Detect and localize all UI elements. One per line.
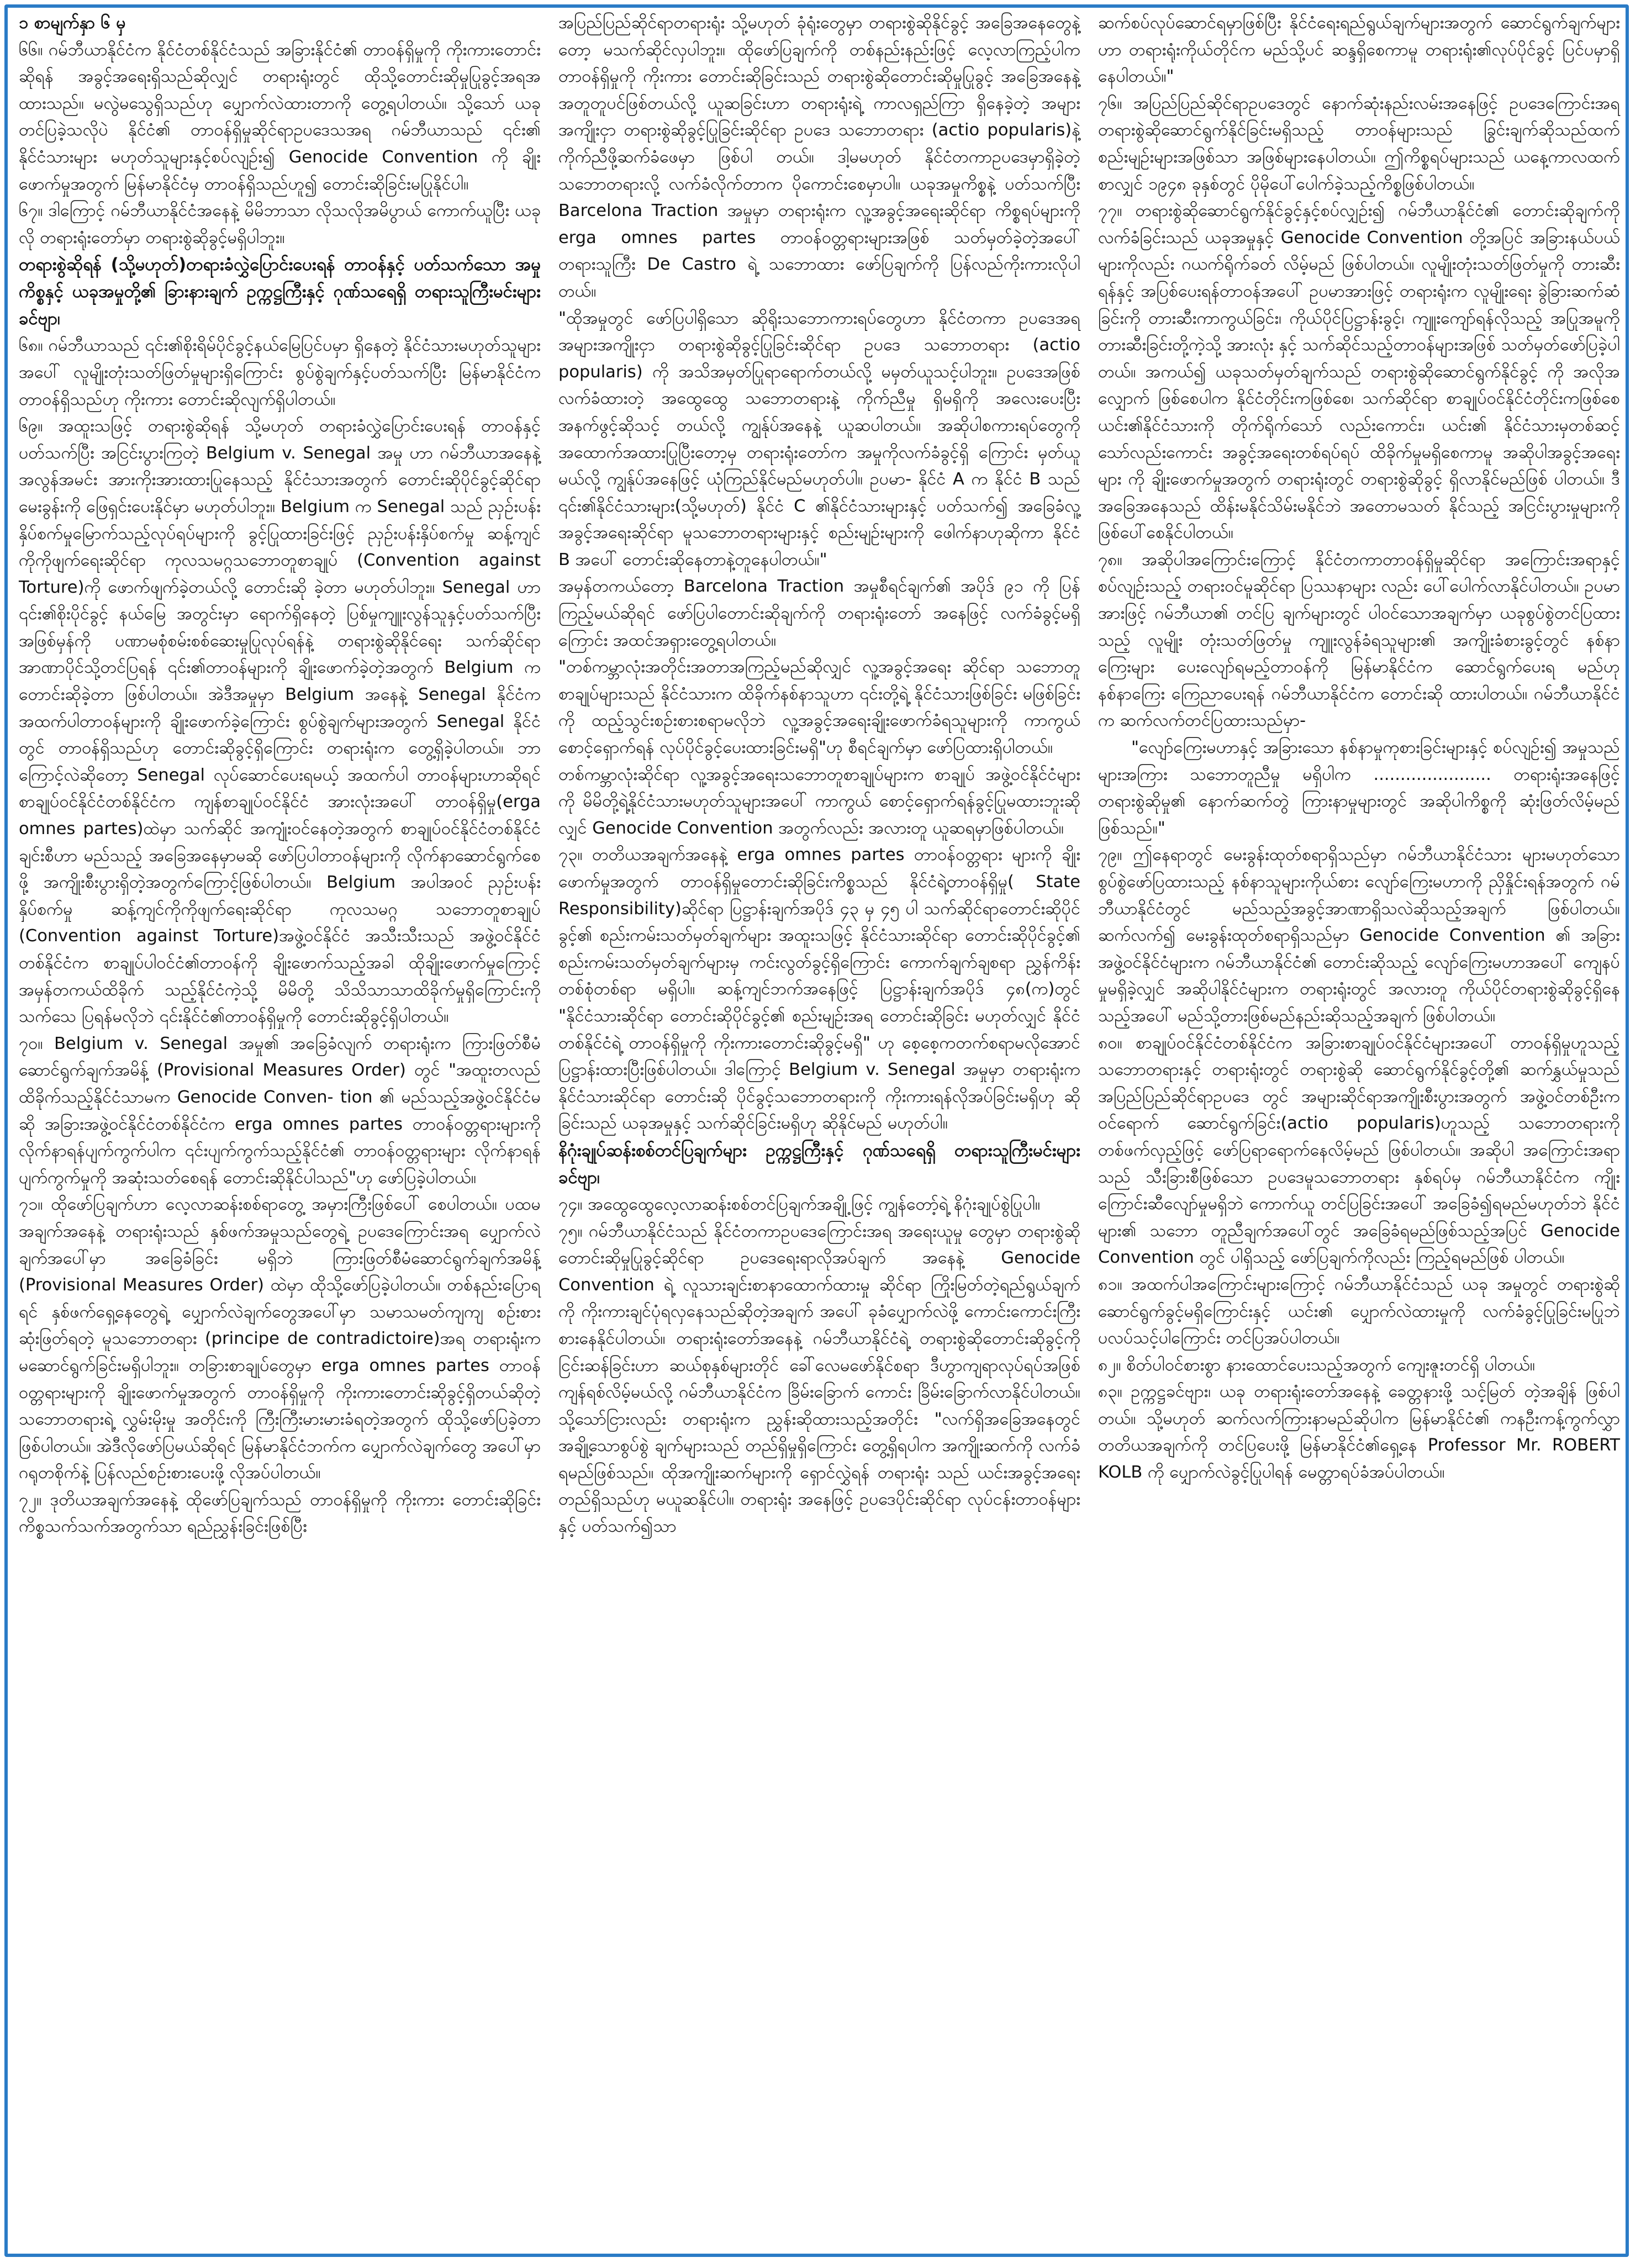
- paragraph-universal-treaties: တစ်ကမ္ဘာလုံးဆိုင်ရာ လူ့အခွင့်အရေးသဘောတူစာချုပ်များက စာချုပ် အဖွဲ့ဝင်နိုင်ငံများကို မိမိတို့ရဲ့နိုင်ငံသားမဟုတ်သူများအပေါ် ကာကွယ် စောင့်ရှောက်ရန်ခွင့်ပြုမထားဘူးဆိုလျှင် Genocide Convention အတွက်လည်း အလားတူ ယူဆရမှာဖြစ်ပါတယ်။: [558, 764, 1080, 838]
- paragraph-72-continued: အပြည်ပြည်ဆိုင်ရာတရားရုံး သို့မဟုတ် ခုံရုံးတွေမှာ တရားစွဲဆိုနိုင်ခွင့် အခြေအနေတွေနဲ့တော့ မသက်ဆိုင်လှပါဘူး။ ထိုဖော်ပြချက်ကို တစ်နည်းနည်းဖြင့် လေ့လာကြည့်ပါက တာဝန်ရှိမှုကို ကိုးကား တောင်းဆိုခြင်းသည် တရားစွဲဆိုတောင်းဆိုမှုပြုခွင့် အခြေအနေနဲ့ အတူတူပင်ဖြစ်တယ်လို့ ယူဆခြင်းဟာ တရားရုံးရဲ့ ကာလရှည်ကြာ ရှိနေခဲ့တဲ့ အများအကျိုးငှာ တရားစွဲဆိုခွင့်ပြုခြင်းဆိုင်ရာ ဥပဒေ သဘောတရား (actio popularis)နဲ့ ကိုက်ညီဖို့ဆက်ခံဖေမှာ ဖြစ်ပါ တယ်။ ဒါ့မမဟုတ် နိုင်ငံတကာဥပဒေမှာရှိခဲ့တဲ့ သဘောတရားလို့ လက်ခံလိုက်တာက ပိုကောင်းစေမှာပါ။ ယခုအမှုကိစ္စနဲ့ ပတ်သက်ပြီး Barcelona Traction အမှုမှာ တရားရုံးက လူ့အခွင့်အရေးဆိုင်ရာ ကိစ္စရပ်များကို erga omnes partes တာဝန်ဝတ္တရားများအဖြစ် သတ်မှတ်ခဲ့တဲ့အပေါ် တရားသူကြီး De Castro ရဲ့ သဘောထား ဖော်ပြချက်ကို ပြန်လည်ကိုးကားလိုပါတယ်။: [558, 13, 1080, 301]
- paragraph-74: ၇၄။ အထွေထွေလေ့လာဆန်းစစ်တင်ပြချက်အချို့ဖြင့် ကျွန်တော့်ရဲ့ နိဂုံးချုပ်စွဲပြုပါ။: [558, 1194, 1041, 1214]
- paragraph-82: ၈၂။ စိတ်ပါဝင်စားစွာ နားထောင်ပေးသည့်အတွက် ကျေးဇူးတင်ရှိ ပါတယ်။: [1098, 1355, 1536, 1375]
- paragraph-66: ၆၆။ ဂမ်ဘီယာနိုင်ငံက နိုင်ငံတစ်နိုင်ငံသည် အခြားနိုင်ငံ၏ တာဝန်ရှိမှုကို ကိုးကားတောင်းဆိုရန် အခွင့်အရေးရှိသည်ဆိုလျှင် တရားရုံးတွင် ထိုသို့တောင်းဆိုမှုပြုခွင့်အရအထားသည်။ မလွဲမသွေရှိသည်ဟု ပျှောက်လဲထားတာကို တွေ့ရပါတယ်။ သို့သော် ယခုတင်ပြခဲ့သလိုပဲ နိုင်ငံ၏ တာဝန်ရှိမှုဆိုင်ရာဥပဒေသအရ ဂမ်ဘီယာသည် ၎င်း၏ နိုင်ငံသားများ မဟုတ်သူများနှင့်စပ်လျဉ်း၍ Genocide Convention ကို ချိုးဖောက်မှုအတွက် မြန်မာနိုင်ငံမှ တာဝန်ရှိသည်ဟူ၍ တောင်းဆိုခြင်းမပြုနိုင်ပါ။: [19, 40, 541, 194]
- column-1: [12, 10, 551, 2258]
- paragraph-barcelona-traction: အမှန်တကယ်တော့ Barcelona Traction အမှုစီရင်ချက်၏ အပိုဒ် ၉၁ ကို ပြန်ကြည့်မယ်ဆိုရင် ဖော်ပြပါတောင်းဆိုချက်ကို တရားရုံးတော် အနေဖြင့် လက်ခံခွင့်မရှိကြောင်း အထင်အရှားတွေ့ရပါတယ်။: [558, 577, 1080, 650]
- paragraph-70: ၇၀။ Belgium v. Senegal အမှု၏ အခြေခံလျက် တရားရုံးက ကြားဖြတ်စီမံဆောင်ရွက်ချက်အမိန့် (Provisional Measures Order) တွင် "အထူးတလည်ထိခိုက်သည့်နိုင်ငံသာမက Genocide Conven- tion ၏ မည်သည့်အဖွဲ့ဝင်နိုင်ငံမဆို အခြားအဖွဲ့ဝင်နိုင်ငံတစ်နိုင်ငံက erga omnes partes တာဝန်ဝတ္တရားများကို လိုက်နာရန်ပျက်ကွက်ပါက ၎င်းပျက်ကွက်သည့်နိုင်ငံ၏ တာဝန်ဝတ္တရားများ လိုက်နာရန်ပျက်ကွက်မှုကို အဆုံးသတ်စေရန် တောင်းဆိုနိုင်ပါသည်"ဟု ဖော်ပြခဲ့ပါတယ်။: [19, 1033, 541, 1188]
- paragraph-83: ၈၃။ ဥက္ကဋ္ဌခင်ဗျား၊ ယခု တရားရုံးတော်အနေနဲ့ ခေတ္တနားဖို့ သင့်မြတ် တဲ့အချိန် ဖြစ်ပါတယ်။ သို့မဟုတ် ဆက်လက်ကြားနာမည်ဆိုပါက မြန်မာနိုင်ငံ၏ ကနဦးကန့်ကွက်လွှာ တတိယအချက်ကို တင်ပြပေးဖို့ မြန်မာနိုင်ငံ၏ရှေ့နေ Professor Mr. ROBERT KOLB ကို ပျှောက်လဲခွင့်ပြုပါရန် မေတ္တာရပ်ခံအပ်ပါတယ်။: [1098, 1382, 1620, 1483]
- paragraph-75-continued: ဆက်စပ်လုပ်ဆောင်ရမှာဖြစ်ပြီး နိုင်ငံရေးရည်ရွယ်ချက်များအတွက် ဆောင်ရွက်ချက်များဟာ တရားရုံးကိုယ်တိုင်က မည်သို့ပင် ဆန္ဒရှိစေကာမူ တရားရုံး၏လုပ်ပိုင်ခွင့် ပြင်ပမှာရှိနေပါတယ်။": [1098, 13, 1620, 87]
- paragraph-69: ၆၉။ အထူးသဖြင့် တရားစွဲဆိုရန် သို့မဟုတ် တရားခံလွှဲပြောင်းပေးရန် တာဝန်နှင့်ပတ်သက်ပြီး အငြင်းပွားကြတဲ့ Belgium v. Senegal အမှု ဟာ ဂမ်ဘီယာအနေနဲ့ အလွန်အမင်း အားကိုးအားထားပြုနေသည့် နိုင်ငံသားအတွက် တောင်းဆိုပိုင်ခွင့်ဆိုင်ရာမေးခွန်းကို ဖြေရှင်းပေးနိုင်မှာ မဟုတ်ပါဘူး။ Belgium က Senegal သည် ညှဉ်းပန်းနှိပ်စက်မှုမြောက်သည့်လုပ်ရပ်များကို ခွင့်ပြုထားခြင်းဖြင့် ညှဉ်းပန်းနှိပ်စက်မှု ဆန့်ကျင်ကိုကိုဖျက်ရေးဆိုင်ရာ ကုလသမဂ္ဂသဘောတူစာချုပ် (Convention against Torture)ကို ဖောက်ဖျက်ခဲ့တယ်လို့ တောင်းဆို ခဲ့တာ မဟုတ်ပါဘူး။ Senegal ဟာ ၎င်း၏စိုးပိုင်ခွင့် နယ်မြေ အတွင်းမှာ ရောက်ရှိနေတဲ့ ပြစ်မှုကျူးလွန်သူနှင့်ပတ်သက်ပြီး အဖြစ်မှန်ကို ပဏာမစုံစမ်းစစ်ဆေးမှုပြုလုပ်ရန်နဲ့ တရားစွဲဆိုနိုင်ရေး သက်ဆိုင်ရာအာဏာပိုင်သို့တင်ပြရန် ၎င်း၏တာဝန်များကို ချိုးဖောက်ခဲ့တဲ့အတွက် Belgium က တောင်းဆိုခဲ့တာ ဖြစ်ပါတယ်။ အဲဒီအမှုမှာ Belgium အနေနဲ့ Senegal နိုင်ငံက အထက်ပါတာဝန်များကို ချိုးဖောက်ခဲ့ကြောင်း စွပ်စွဲချက်များအတွက် Senegal နိုင်ငံတွင် တာဝန်ရှိသည်ဟု တောင်းဆိုခွင့်ရှိကြောင်း တရားရုံးက တွေ့ရှိခဲ့ပါတယ်။ ဘာကြောင့်လဲဆိုတော့ Senegal လုပ်ဆောင်ပေးရမယ့် အထက်ပါ တာဝန်များဟာဆိုရင် စာချုပ်ဝင်နိုင်ငံတစ်နိုင်ငံက ကျန်စာချုပ်ဝင်နိုင်ငံ အားလုံးအပေါ် တာဝန်ရှိမှု(erga omnes partes)ထဲမှာ သက်ဆိုင် အကျုံးဝင်နေတဲ့အတွက် စာချုပ်ဝင်နိုင်ငံတစ်နိုင်ငံချင်းစီဟာ မည်သည့် အခြေအနေမှာမဆို ဖော်ပြပါတာဝန်များကို လိုက်နာဆောင်ရွက်စေဖို့ အကျိုးစီးပွားရှိတဲ့အတွက်ကြောင့်ဖြစ်ပါတယ်။ Belgium အပါအဝင် ညှဉ်းပန်းနှိပ်စက်မှု ဆန့်ကျင်ကိုကိုဖျက်ရေးဆိုင်ရာ ကုလသမဂ္ဂ သဘောတူစာချုပ် (Convention against Torture)အဖွဲ့ဝင်နိုင်ငံ အသီးသီးသည် အဖွဲ့ဝင်နိုင်ငံတစ်နိုင်ငံက စာချုပ်ပါဝင်ငံ၏တာဝန်ကို ချိုးဖောက်သည့်အခါ ထိုချိုးဖောက်မှုကြောင့် အမှန်တကယ်ထိခိုက် သည့်နိုင်ငံကဲ့သို့ မိမိတို့ သိသိသာသာထိခိုက်မှုရှိကြောင်းကို သက်သေ ပြရန်မလိုဘဲ ၎င်းနိုင်ငံ၏တာဝန်ရှိမှုကို တောင်းဆိုခွင့်ရှိပါတယ်။: [19, 416, 541, 1027]
- paragraph-81: ၈၁။ အထက်ပါအကြောင်းများကြောင့် ဂမ်ဘီယာနိုင်ငံသည် ယခု အမှုတွင် တရားစွဲဆို ဆောင်ရွက်ခွင့်မရှိကြောင်းနှင့် ယင်း၏ ပျှောက်လဲထားမှုကို လက်ခံခွင့်ပြုခြင်းမပြုဘဲ ပလပ်သင့်ပါကြောင်း တင်ပြအပ်ပါတယ်။: [1098, 1274, 1620, 1348]
- paragraph-72: ၇၂။ ဒုတိယအချက်အနေနဲ့ ထိုဖော်ပြချက်သည် တာဝန်ရှိမှုကို ကိုးကား တောင်းဆိုခြင်းကိစ္စသက်သက်အတွက်သာ ရည်ညွှန်းခြင်းဖြစ်ပြီး: [19, 1490, 541, 1537]
- paragraph-73: ၇၃။ တတိယအချက်အနေနဲ့ erga omnes partes တာဝန်ဝတ္တရား များကို ချိုးဖောက်မှုအတွက် တာဝန်ရှိမှုတောင်းဆိုခြင်းကိစ္စသည် နိုင်ငံရဲ့တာဝန်ရှိမှု( State Responsibility)ဆိုင်ရာ ပြဋ္ဌာန်းချက်အပိုဒ် ၄၃ မှ ၄၅ ပါ သက်ဆိုင်ရာတောင်းဆိုပိုင်ခွင့်၏ စည်းကမ်းသတ်မှတ်ချက်များ အထူးသဖြင့် နိုင်ငံသားဆိုင်ရာ တောင်းဆိုပိုင်ခွင့်၏ စည်းကမ်းသတ်မှတ်ချက်များမှ ကင်းလွတ်ခွင့်ရှိကြောင်း ကောက်ချက်ချစရာ ညွှန်ကိန်းတစ်စုံတစ်ရာ မရှိပါ။ ဆန့်ကျင်ဘက်အနေဖြင့် ပြဋ္ဌာန်းချက်အပိုဒ် ၄၈(က)တွင် "နိုင်ငံသားဆိုင်ရာ တောင်းဆိုပိုင်ခွင့်၏ စည်းမျဉ်းအရ တောင်းဆိုခြင်း မဟုတ်လျှင် နိုင်ငံတစ်နိုင်ငံရဲ့ တာဝန်ရှိမှုကို ကိုးကားတောင်းဆိုခွင့်မရှိ" ဟု စေ့စေ့ကတက်စရာမလိုအောင်ပြဋ္ဌာန်းထားပြီးဖြစ်ပါတယ်။ ဒါကြောင့် Belgium v. Senegal အမှုမှာ တရားရုံးက နိုင်ငံသားဆိုင်ရာ တောင်းဆို ပိုင်ခွင့်သဘောတရားကို ကိုးကားရန်လိုအပ်ခြင်းမရှိဟု ဆိုခြင်းသည် ယခုအမှုနှင့် သက်ဆိုင်ခြင်းမရှိဟု ဆိုနိုင်မည် မဟုတ်ပါ။: [558, 845, 1080, 1133]
- paragraph-80: ၈၀။ စာချုပ်ဝင်နိုင်ငံတစ်နိုင်ငံက အခြားစာချုပ်ဝင်နိုင်ငံများအပေါ် တာဝန်ရှိမှုဟူသည့် သဘောတရားနှင့် တရားရုံးတွင် တရားစွဲဆို ဆောင်ရွက်နိုင်ခွင့်တို့၏ ဆက်နွှယ်မှုသည် အပြည်ပြည်ဆိုင်ရာဥပဒေ တွင် အများဆိုင်ရာအကျိုးစီးပွားအတွက် အဖွဲ့ဝင်တစ်ဦးက ဝင်ရောက် ဆောင်ရွက်ခြင်း(actio popularis)ဟူသည့် သဘောတရားကို တစ်ဖက်လှည့်ဖြင့် ဖော်ပြရာရောက်နေလိမ့်မည် ဖြစ်ပါတယ်။ အဆိုပါ အကြောင်းအရာသည် သီးခြားစီဖြစ်သော ဥပဒေမူသဘောတရား နှစ်ရပ်မှ ဂမ်ဘီယာနိုင်ငံက ကျိုးကြောင်းဆီလျော်မှုမရှိဘဲ ကောက်ယူ တင်ပြခြင်းအပေါ် အခြေခံ၍ရမည်မဟုတ်ဘဲ နိုင်ငံများ၏ သဘော တူညီချက်အပေါ်တွင် အခြေခံရမည်ဖြစ်သည့်အပြင် Genocide Convention တွင် ပါရှိသည့် ဖော်ပြချက်ကိုလည်း ကြည့်ရမည်ဖြစ် ပါတယ်။: [1098, 1033, 1620, 1268]
- paragraph-78: ၇၈။ အဆိုပါအကြောင်းကြောင့် နိုင်ငံတကာတာဝန်ရှိမှုဆိုင်ရာ အကြောင်းအရာနှင့်စပ်လျဉ်းသည့် တရားဝင်မူဆိုင်ရာ ပြဿနာများ လည်း ပေါ်ပေါက်လာနိုင်ပါတယ်။ ဥပမာအားဖြင့် ဂမ်ဘီယာ၏ တင်ပြ ချက်များတွင် ပါဝင်သောအချက်မှာ ယခုစွပ်စွဲတင်ပြထားသည့် လူမျိုး တုံးသတ်ဖြတ်မှု ကျူးလွန်ခံရသူများ၏ အကျိုးခံစားခွင့်တွင် နစ်နာ ကြေးများ ပေးလျော်ရမည့်တာဝန်ကို မြန်မာနိုင်ငံက ဆောင်ရွက်ပေးရ မည်ဟု နစ်နာကြေး ကြေညာပေးရန် ဂမ်ဘီယာနိုင်ငံက တောင်းဆို ထားပါတယ်။ ဂမ်ဘီယာနိုင်ငံက ဆက်လက်တင်ပြထားသည်မှာ-: [1098, 550, 1620, 731]
- paragraph-75: ၇၅။ ဂမ်ဘီယာနိုင်ငံသည် နိုင်ငံတကာဥပဒေကြောင်းအရ အရေးယူမှု တွေမှာ တရားစွဲဆိုတောင်းဆိုမှုပြုခွင့်ဆိုင်ရာ ဥပဒေရေးရာလိုအပ်ချက် အနေနဲ့ Genocide Convention ရဲ့ လူသားချင်းစာနာထောက်ထားမှု ဆိုင်ရာ ကြိုးမြတ်တဲ့ရည်ရွယ်ချက်ကို ကိုးကားချင်ပုံရလှနေသည်ဆိုတဲ့အချက် အပေါ် ခုခံပျှောက်လဲဖို့ ကောင်းကောင်းကြီးစားနေနိုင်ပါတယ်။ တရားရုံးတော်အနေနဲ့ ဂမ်ဘီယာနိုင်ငံရဲ့ တရားစွဲဆိုတောင်းဆိုခွင့်ကို ငြင်းဆန်ခြင်းဟာ ဆယ်စုနှစ်များတိုင် ခေါ်လေမဖော်နိုင်စရာ ဒီဟွာကျရာလုပ်ရပ်အဖြစ် ကျန်ရစ်လိမ့်မယ်လို့ ဂမ်ဘီယာနိုင်ငံက ခြိမ်းခြောက် ကောင်း ခြိမ်းခြောက်လာနိုင်ပါတယ်။ သို့သော်ငြားလည်း တရားရုံးက ညွှန်းဆိုထားသည့်အတိုင်း "လက်ရှိအခြေအနေတွင် အချို့သောစွပ်စွဲ ချက်များသည် တည်ရှိမှုရှိကြောင်း တွေ့ရှိရပါက အကျိုးဆက်ကို လက်ခံရမည်ဖြစ်သည်။ ထိုအကျိုးဆက်များကို ရှောင်လွှဲရန် တရားရုံး သည် ယင်းအခွင့်အရေး တည်ရှိသည်ဟု မယူဆနိုင်ပါ။ တရားရုံး အနေဖြင့် ဥပဒေပိုင်းဆိုင်ရာ လုပ်ငန်းတာဝန်များနှင့် ပတ်သက်၍သာ: [558, 1221, 1080, 1537]
- section-heading-2: နိဂုံးချုပ်ဆန်းစစ်တင်ပြချက်များ ဥက္ကဋ္ဌကြီးနှင့် ဂုဏ်သရေရှိ တရားသူကြီးမင်းများခင်ဗျာ၊: [558, 1140, 1080, 1188]
- paragraph-67: ၆၇။ ဒါကြောင့် ဂမ်ဘီယာနိုင်ငံအနေနဲ့ မိမိဘာသာ လိုသလိုအမိပွာယ် ကောက်ယူပြီး ယခုလို တရားရုံးတော်မှာ တရားစွဲဆိုခွင့်မရှိပါဘူး။: [19, 201, 541, 247]
- column-2: [552, 10, 1090, 2258]
- quote-gambia-reparations: "လျော်ကြေးမဟာနှင့် အခြားသော နစ်နာမှုကုစားခြင်းများနှင့် စပ်လျဉ်း၍ အမှုသည်များအကြား သဘောတူညီမှု မရှိပါက ...................... တရားရုံးအနေဖြင့် တရားစွဲဆိုမှု၏ နောက်ဆက်တွဲ ကြားနာမှုများတွင် အဆိုပါကိစ္စကို ဆုံးဖြတ်လိမ့်မည်ဖြစ်သည်။": [1098, 738, 1620, 838]
- paragraph-71: ၇၁။ ထိုဖော်ပြချက်ဟာ လေ့လာဆန်းစစ်ရာတွေ့ အမှားကြီးဖြစ်ပေါ် စေပါတယ်။ ပထမအချက်အနေနဲ့ တရားရုံးသည် နှစ်ဖက်အမှုသည်တွေရဲ့ ဥပဒေကြောင်းအရ ပျှောက်လဲချက်အပေါ်မှာ အခြေခံခြင်း မရှိဘဲ ကြားဖြတ်စီမံဆောင်ရွက်ချက်အမိန့် (Provisional Measures Order) ထဲမှာ ထိုသို့ဖော်ပြခဲ့ပါတယ်။ တစ်နည်းပြောရရင် နှစ်ဖက်ရှေ့နေတွေရဲ့ ပျှောက်လဲချက်တွေအပေါ်မှာ သမာသမတ်ကျကျ စဉ်းစား ဆုံးဖြတ်ရတဲ့ မူသဘောတရား (principe de contradictoire)အရ တရားရုံးက မဆောင်ရွက်ခြင်းမရှိပါဘူး။ တခြားစာချုပ်တွေမှာ erga omnes partes တာဝန်ဝတ္တရားများကို ချိုးဖောက်မှုအတွက် တာဝန်ရှိမှုကို ကိုးကားတောင်းဆိုခွင့်ရှိတယ်ဆိုတဲ့ သဘောတရားရဲ့ လွှမ်းမိုးမှု အတိုင်းကို ကြီးကြီးမားမားခံရတဲ့အတွက် ထိုသို့ဖော်ပြခဲ့တာ ဖြစ်ပါတယ်။ အဲဒီလိုဖော်ပြမယ်ဆိုရင် မြန်မာနိုင်ငံဘက်က ပျှောက်လဲချက်တွေ အပေါ်မှာ ဂရုတစိုက်နဲ့ ပြန်လည်စဉ်းစားပေးဖို့ လိုအပ်ပါတယ်။: [19, 1195, 541, 1483]
- article-body: [12, 10, 1629, 2258]
- column-3: [1091, 10, 1630, 2258]
- paragraph-68: ၆၈။ ဂမ်ဘီယာသည် ၎င်း၏စိုးရိမ်ပိုင်ခွင့်နယ်မြေပြင်ပမှာ ရှိနေတဲ့ နိုင်ငံသားမဟုတ်သူများအပေါ် လူမျိုးတုံးသတ်ဖြတ်မှုများရှိကြောင်း စွပ်စွဲချက်နှင့်ပတ်သက်ပြီး မြန်မာနိုင်ငံက တာဝန်ရှိသည်ဟု ကိုးကား တောင်းဆိုလျက်ရှိပါတယ်။: [19, 336, 541, 409]
- paragraph-76: ၇၆။ အပြည်ပြည်ဆိုင်ရာဥပဒေတွင် နောက်ဆုံးနည်းလမ်းအနေဖြင့် ဥပဒေကြောင်းအရ တရားစွဲဆိုဆောင်ရွက်နိုင်ခြင်းမရှိသည့် တာဝန်များသည် ခြွင်းချက်ဆိုသည်ထက် စည်းမျဉ်းများအဖြစ်သာ အဖြစ်များနေပါတယ်။ ဤကိစ္စရပ်များသည် ယနေ့ကာလထက်စာလျှင် ၁၉၄၈ ခုနှစ်တွင် ပိုမိုပေါ်ပေါက်ခဲ့သည့်ကိစ္စဖြစ်ပါတယ်။: [1098, 93, 1620, 194]
- page-marker: ၁ စာမျက်နှာ ၆ မှ: [19, 13, 126, 33]
- paragraph-79: ၇၉။ ဤနေရာတွင် မေးခွန်းထုတ်စရာရှိသည်မှာ ဂမ်ဘီယာနိုင်ငံသား များမဟုတ်သော စွပ်စွဲဖော်ပြထားသည့် နစ်နာသူများကိုယ်စား လျော်ကြေးမဟာကို ညှိနှိုင်းရန်အတွက် ဂမ်ဘီယာနိုင်ငံတွင် မည်သည့်အခွင့်အာဏာရှိသလဲဆိုသည့်အချက် ဖြစ်ပါတယ်။ ဆက်လက်၍ မေးခွန်းထုတ်စရာရှိသည်မှာ Genocide Convention ၏ အခြားအဖွဲ့ဝင်နိုင်ငံများက ဂမ်ဘီယာနိုင်ငံ၏ တောင်းဆိုသည့် လျော်ကြေးမဟာအပေါ် ကျေနပ်မှုမရှိခဲ့လျှင် အဆိုပါနိုင်ငံများက တရားရုံးတွင် အလားတူ ကိုယ်ပိုင်တရားစွဲဆိုခွင့်ရှိနေသည့်အပေါ် မည်သို့တားဖြစ်မည်နည်းဆိုသည့်အချက် ဖြစ်ပါတယ်။: [1098, 845, 1620, 1026]
- section-heading-1: တရားစွဲဆိုရန် (သို့မဟုတ်)တရားခံလွှဲပြောင်းပေးရန် တာဝန်နှင့် ပတ်သက်သော အမှုကိစ္စနှင့် ယခုအမှုတို့၏ ခြားနားချက် ဥက္ကဋ္ဌကြီးနှင့် ဂုဏ်သရေရှိ တရားသူကြီးမင်းများခင်ဗျာ၊: [19, 255, 541, 329]
- quote-de-castro: "ထိုအမှုတွင် ဖော်ပြပါရှိသော ဆိုရိုးသဘောကားရပ်တွေဟာ နိုင်ငံတကာ ဥပဒေအရ အများအကျိုးငှာ တရားစွဲဆိုခွင့်ပြုခြင်းဆိုင်ရာ ဥပဒေ သဘောတရား (actio popularis) ကို အသိအမှတ်ပြုရာရောက်တယ်လို့ မမှတ်ယူသင့်ပါဘူး။ ဥပဒေအဖြစ်လက်ခံထားတဲ့ အထွေထွေ သဘောတရားနဲ့ ကိုက်ညီမှု ရှိမရှိကို အလေးပေးပြီး အနက်ဖွင့်ဆိုသင့် တယ်လို့ ကျွန်ုပ်အနေနဲ့ ယူဆပါတယ်။ အဆိုပါစကားရပ်တွေကို အထောက်အထားပြုပြီးတော့မှ တရားရုံးတော်က အမှုကိုလက်ခံခွင့်ရှိ ကြောင်း မှတ်ယူမယ်လို့ ကျွန်ုပ်အနေဖြင့် ယုံကြည်နိုင်မည်မဟုတ်ပါ။ ဥပမာ- နိုင်ငံ A က နိုင်ငံ B သည် ၎င်း၏နိုင်ငံသားများ(သို့မဟုတ်) နိုင်ငံ C ၏နိုင်ငံသားများနှင့် ပတ်သက်၍ အခြေခံလူ့အခွင့်အရေးဆိုင်ရာ မူသဘောတရားများနှင့် စည်းမျဉ်းများကို ဖေါက်နာဟုဆိုကာ နိုင်ငံ B အပေါ် တောင်းဆိုနေတာနဲ့တူနေပါတယ်။": [558, 308, 1080, 569]
- quote-judgment: "တစ်ကမ္ဘာလုံးအတိုင်းအတာအကြည့်မည်ဆိုလျှင် လူ့အခွင့်အရေး ဆိုင်ရာ သဘောတူစာချုပ်များသည် နိုင်ငံသားက ထိခိုက်နစ်နာသူဟာ ၎င်းတို့ရဲ့ နိုင်ငံသားဖြစ်ခြင်း မဖြစ်ခြင်းကို ထည့်သွင်းစဉ်းစားစရာမလိုဘဲ လူ့အခွင့်အရေးချိုးဖောက်ခံရသူများကို ကာကွယ်စောင့်ရှောက်ရန် လုပ်ပိုင်ခွင့်ပေးထားခြင်းမရှိ"ဟု စီရင်ချက်မှာ ဖော်ပြထားရှိပါတယ်။: [558, 657, 1080, 758]
- paragraph-77: ၇၇။ တရားစွဲဆိုဆောင်ရွက်နိုင်ခွင့်နှင့်စပ်လျှဉ်း၍ ဂမ်ဘီယာနိုင်ငံ၏ တောင်းဆိုချက်ကို လက်ခံခြင်းသည် ယခုအမှုနှင့် Genocide Convention တို့အပြင် အခြားနယ်ပယ်များကိုလည်း ဂယက်ရိုက်ခတ် လိမ့်မည် ဖြစ်ပါတယ်။ လူမျိုးတုံးသတ်ဖြတ်မှုကို တားဆီးရန်နှင့် အပြစ်ပေးရန်တာဝန်အပေါ် ဥပမာအားဖြင့် တရားရုံးက လူမျိုးရေး ခွဲခြားဆက်ဆံခြင်းကို တားဆီးကာကွယ်ခြင်း၊ ကိုယ်ပိုင်ပြဋ္ဌာန်းခွင့်၊ ကျူးကျော်ရန်လိုသည့် အပြုအမူကိုတားဆီးခြင်းတို့ကဲ့သို့ အားလုံး နှင့် သက်ဆိုင်သည့်တာဝန်များအဖြစ် သတ်မှတ်ဖော်ပြခဲ့ပါတယ်။ အကယ်၍ ယခုသတ်မှတ်ချက်သည် တရားစွဲဆိုဆောင်ရွက်နိုင်ခွင့် ကို အလိုအလျှောက် ဖြစ်စေပါက နိုင်ငံတိုင်းကဖြစ်စေ၊ သက်ဆိုင်ရာ စာချုပ်ဝင်နိုင်ငံတိုင်းကဖြစ်စေ ယင်း၏နိုင်ငံသားကို တိုက်ရိုက်သော် လည်းကောင်း၊ ယင်း၏ နိုင်ငံသားမှတစ်ဆင့်သော်လည်းကောင်း အခွင့်အရေးတစ်ရပ်ရပ် ထိခိုက်မှုမရှိစေကာမူ အဆိုပါအခွင့်အရေးများ ကို ချိုးဖောက်မှုအတွက် တရားရုံးတွင် တရားစွဲဆိုခွင့် ရှိလာနိုင်မည်ဖြစ် ပါတယ်။ ဒီအခြေအနေသည် ထိန်းမနိုင်သိမ်းမနိုင်ဘဲ အတောမသတ် နိုင်သည့် အငြင်းပွားမှုများကို ဖြစ်ပေါ်စေနိုင်ပါတယ်။: [1098, 201, 1620, 543]
